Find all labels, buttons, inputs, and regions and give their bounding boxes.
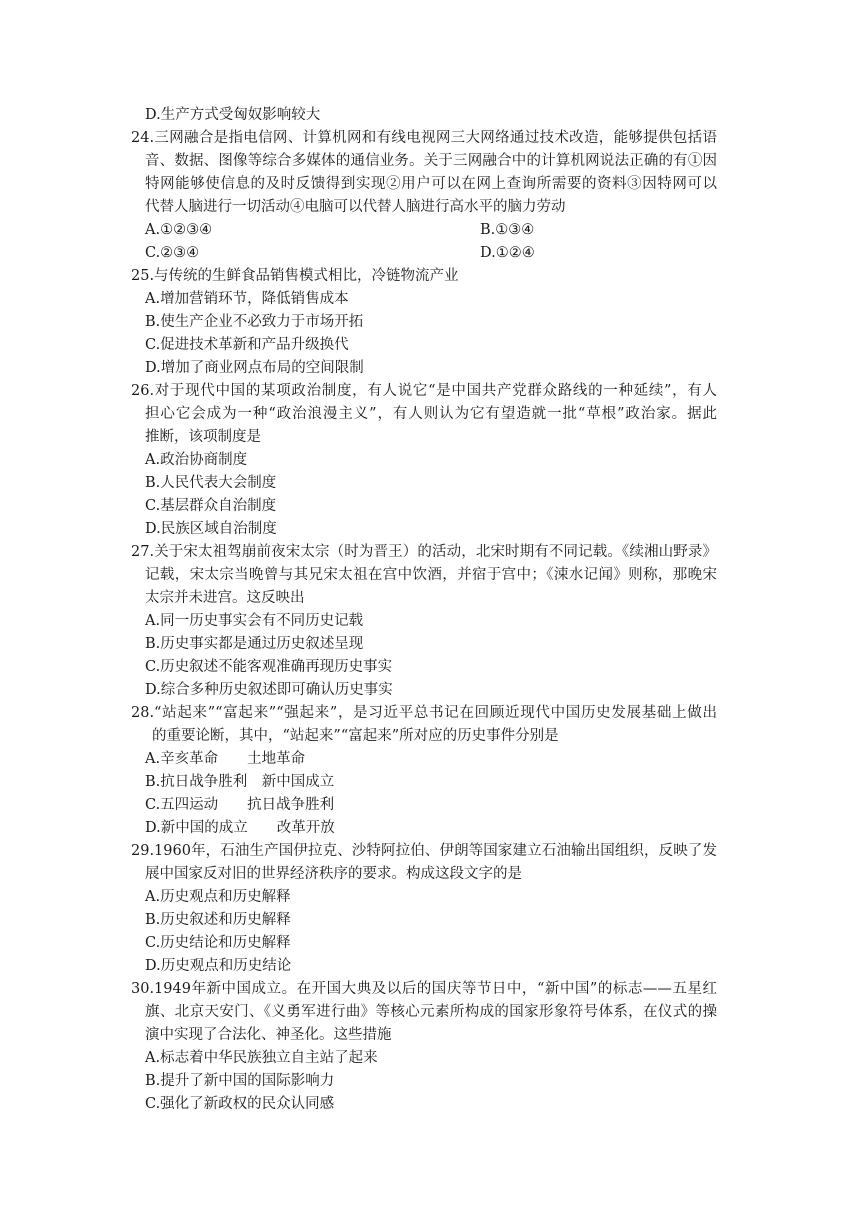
q24-stem-line-4: 代替人脑进行一切活动④电脑可以代替人脑进行高水平的脑力劳动 [145,199,566,215]
q25-option-b: B.使生产企业不必致力于市场开拓 [145,314,364,330]
q28-stem-line-1: 28.“站起来”“富起来”“强起来”，是习近平总书记在回顾近现代中国历史发展基础上做出 [131,705,717,721]
q30-option-c: C.强化了新政权的民众认同感 [145,1096,335,1112]
q24-stem-line-3: 特网能够使信息的及时反馈得到实现②用户可以在网上查询所需要的资料③因特网可以 [145,176,717,192]
q27-stem-line-3: 太宗并未进宫。这反映出 [145,590,305,606]
q27-option-a: A.同一历史事实会有不同历史记载 [145,613,364,629]
q23-option-d: D.生产方式受匈奴影响较大 [145,107,321,123]
q24-stem-line-2: 音、数据、图像等综合多媒体的通信业务。关于三网融合中的计算机网说法正确的有①因 [145,153,717,169]
q26-stem-line-2: 担心它会成为一种“政治浪漫主义”，有人则认为它有望造就一批“草根”政治家。据此 [145,406,717,422]
q24-option-c: C.②③④ [145,245,200,261]
q28-option-c: C.五四运动 抗日战争胜利 [145,797,335,813]
q27-option-c: C.历史叙述不能客观准确再现历史事实 [145,659,393,675]
q25-option-d: D.增加了商业网点布局的空间限制 [145,360,364,376]
q29-stem-line-1: 29.1960年，石油生产国伊拉克、沙特阿拉伯、伊朗等国家建立石油输出国组织，反映了发 [131,843,717,859]
q28-option-b: B.抗日战争胜利 新中国成立 [145,774,335,790]
q25-stem: 25.与传统的生鲜食品销售模式相比，冷链物流产业 [131,268,459,284]
q25-option-a: A.增加营销环节，降低销售成本 [145,291,349,307]
q28-stem-line-2: 的重要论断，其中，“站起来”“富起来”所对应的历史事件分别是 [152,728,559,744]
q27-stem-line-1: 27.关于宋太祖驾崩前夜宋太宗（时为晋王）的活动，北宋时期有不同记载。《续湘山野录》 [131,544,717,560]
q30-option-b: B.提升了新中国的国际影响力 [145,1073,335,1089]
q30-stem-line-3: 演中实现了合法化、神圣化。这些措施 [145,1027,392,1043]
q24-option-b: B.①③④ [480,222,535,238]
q26-stem-line-3: 推断，该项制度是 [145,429,261,445]
q28-option-d: D.新中国的成立 改革开放 [145,820,335,836]
q25-option-c: C.促进技术革新和产品升级换代 [145,337,349,353]
q27-stem-line-2: 记载，宋太宗当晚曾与其兄宋太祖在宫中饮酒，并宿于宫中；《涑水记闻》则称，那晚宋 [145,567,717,583]
q30-stem-line-1: 30.1949年新中国成立。在开国大典及以后的国庆等节日中，“新中国”的标志——五星红 [131,981,717,997]
q26-option-a: A.政治协商制度 [145,452,248,468]
q29-option-d: D.历史观点和历史结论 [145,958,292,974]
q29-option-b: B.历史叙述和历史解释 [145,912,291,928]
q26-option-b: B.人民代表大会制度 [145,475,277,491]
q30-option-a: A.标志着中华民族独立自主站了起来 [145,1050,378,1066]
q26-option-c: C.基层群众自治制度 [145,498,277,514]
q28-option-a: A.辛亥革命 土地革命 [145,751,306,767]
q26-option-d: D.民族区域自治制度 [145,521,277,537]
q27-option-d: D.综合多种历史叙述即可确认历史事实 [145,682,393,698]
q29-stem-line-2: 展中国家反对旧的世界经济秩序的要求。构成这段文字的是 [145,866,522,882]
q26-stem-line-1: 26.对于现代中国的某项政治制度，有人说它“是中国共产党群众路线的一种延续”，有人 [131,383,717,399]
q29-option-c: C.历史结论和历史解释 [145,935,291,951]
q27-option-b: B.历史事实都是通过历史叙述呈现 [145,636,364,652]
q24-option-a: A.①②③④ [145,222,213,238]
q29-option-a: A.历史观点和历史解释 [145,889,291,905]
q24-option-d: D.①②④ [480,245,535,261]
q30-stem-line-2: 旗、北京天安门、《义勇军进行曲》等核心元素所构成的国家形象符号体系，在仪式的操 [145,1004,717,1020]
q24-stem-line-1: 24.三网融合是指电信网、计算机网和有线电视网三大网络通过技术改造，能够提供包括语 [131,130,717,146]
